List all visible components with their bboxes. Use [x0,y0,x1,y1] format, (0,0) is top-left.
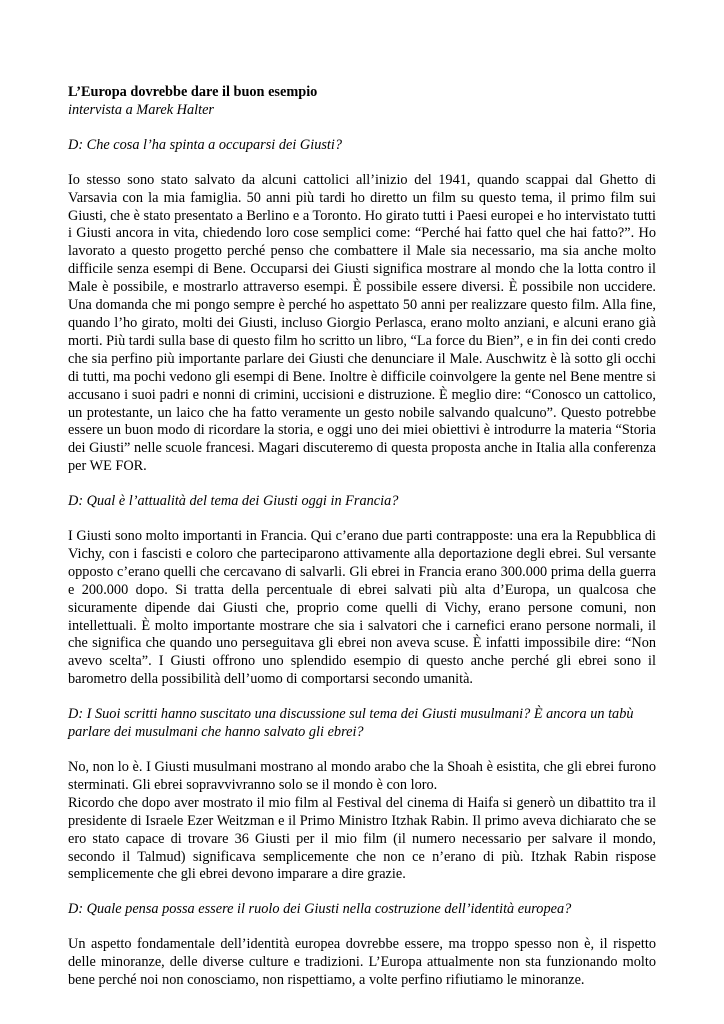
answer-paragraph: Io stesso sono stato salvato da alcuni cattolici all’inizio del 1941, quando scappai dal Ghetto di Varsavia con la mia famiglia. 50 anni più tardi ho diretto un film su questo tema, il primo film sui Giusti, che è stato presentato a Berlino e a Toronto. Ho girato tutti i Paesi europei e ho intervistato tutti i Giusti ancora in vita, chiedendo loro cose semplici come: “Perché hai fatto quel che hai fatto?”. Ho lavorato a questo progetto perché penso che combattere il Male sia necessario, ma sia anche molto difficile senza esempi di Bene. Occuparsi dei Giusti significa mostrare al mondo che la lotta contro il Male è possibile, e mostrarlo attraverso esempi. È possibile essere diversi. È possibile non uccidere. Una domanda che mi pongo sempre è perché ho aspettato 50 anni per realizzare questo film. Alla fine, quando l’ho girato, molti dei Giusti, incluso Giorgio Perlasca, erano molto anziani, e alcuni erano già morti. Più tardi sulla base di questo film ho scritto un libro, “La force du Bien”, e in fin dei conti credo che sia perfino più importante parlare dei Giusti che denunciare il Male. Auschwitz è là sotto gli occhi di tutti, ma pochi vedono gli esempi di Bene. Inoltre è difficile coinvolgere la gente nel Bene mentre si accusano i suoi padri e nonni di crimini, uccisioni e distruzione. È meglio dire: “Conosco un cattolico, un protestante, un laico che ha fatto veramente un gesto nobile salvando qualcuno”. Questo potrebbe essere un buon modo di ricordare la storia, e oggi uno dei miei obiettivi è introdurre la materia “Storia dei Giusti” nelle scuole francesi. Magari discuteremo di questa proposta anche in Italia alla conferenza per WE FOR. [68,171,656,475]
document-page [68,84,656,1007]
answer-paragraph: Ricordo che dopo aver mostrato il mio film al Festival del cinema di Haifa si generò un dibattito tra il presidente di Israele Ezer Weitzman e il Primo Ministro Itzhak Rabin. Il primo aveva dichiarato che se ero stato capace di trovare 36 Giusti per il mio film (il numero necessario per salvare il mondo, secondo il Talmud) significava semplicemente che non ce n’erano di più. Itzhak Rabin rispose semplicemente che gli ebrei devono imparare a dire grazie. [68,794,656,883]
answer-paragraph: Un aspetto fondamentale dell’identità europea dovrebbe essere, ma troppo spesso non è, il rispetto delle minoranze, delle diverse culture e tradizioni. L’Europa attualmente non sta funzionando molto bene perché noi non conosciamo, non rispettiamo, a volte perfino rifiutiamo le minoranze. [68,936,656,989]
question-text: D: Quale pensa possa essere il ruolo dei Giusti nella costruzione dell’identità europea? [68,901,572,918]
interview-section-4 [68,901,656,990]
answer-text [68,528,656,689]
document-subtitle: intervista a Marek Halter [68,101,214,118]
answer-text [68,172,656,476]
question-text: D: I Suoi scritti hanno suscitato una discussione sul tema dei Giusti musulmani? È ancora un tabù parlare dei musulmani che hanno salvato gli ebrei? [68,706,634,741]
answer-paragraph: No, non lo è. I Giusti musulmani mostrano al mondo arabo che la Shoah è esistita, che gli ebrei furono sterminati. Gli ebrei sopravvivranno solo se il mondo è con loro. [68,759,656,793]
question-text: D: Qual è l’attualità del tema dei Giusti oggi in Francia? [68,493,399,510]
answer-paragraph: I Giusti sono molto importanti in Francia. Qui c’erano due parti contrapposte: una era la Repubblica di Vichy, con i fascisti e coloro che parteciparono attivamente alla deportazione degli ebrei. Sul versante opposto c’erano quelli che cercavano di salvarli. Gli ebrei in Francia erano 300.000 prima della guerra e 200.000 dopo. Si tratta della percentuale di ebrei salvati più alta d’Europa, un qualcosa che sicuramente dipende dai Giusti che, proprio come quelli di Vichy, erano persone comuni, non intellettuali. È molto importante mostrare che sia i salvatori che i carnefici erano persone normali, il che significa che quando uno perseguitava gli ebrei non aveva scuse. È infatti impossibile dire: “Non avevo scelta”. I Giusti offrono uno splendido esempio di questo anche perché gli ebrei sono il barometro della possibilità dell’uomo di comportarsi secondo umanità. [68,528,656,688]
document-title: L’Europa dovrebbe dare il buon esempio [68,84,318,100]
interview-section-3 [68,706,656,884]
interview-section-1 [68,137,656,476]
interview-section-2 [68,493,656,689]
answer-text [68,936,656,990]
answer-text [68,759,656,884]
question-text: D: Che cosa l’ha spinta a occuparsi dei Giusti? [68,136,343,153]
